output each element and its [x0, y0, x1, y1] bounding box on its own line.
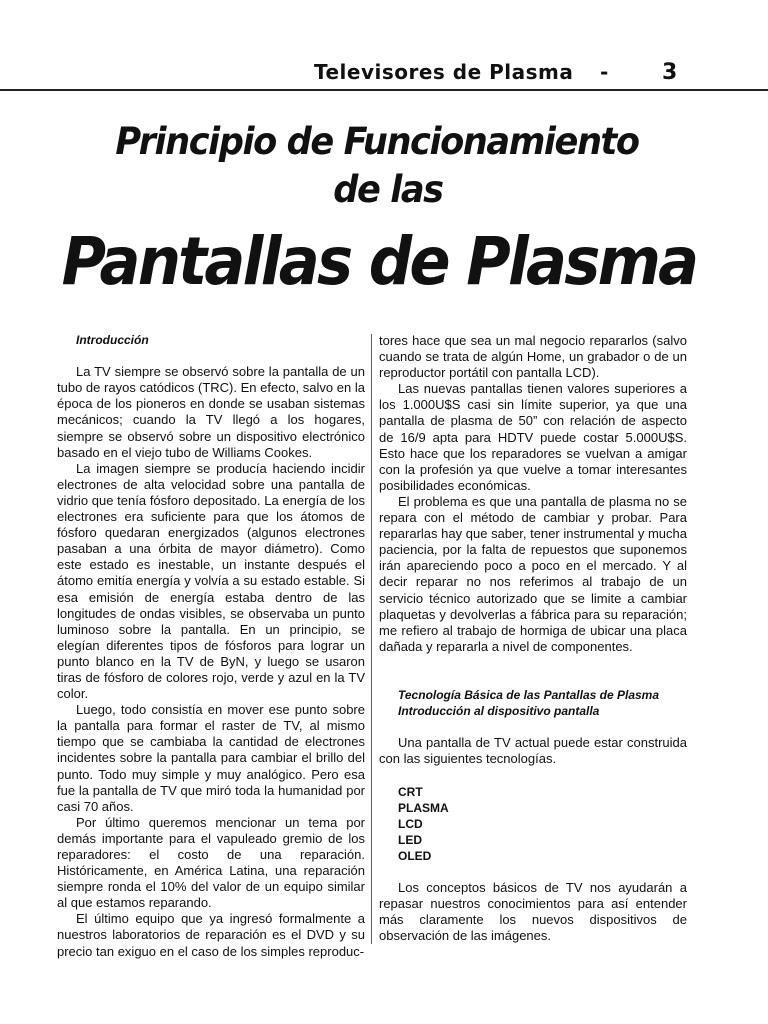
left-column [57, 332, 365, 960]
paragraph: Luego, todo consistía en mover ese punto sobre la pantalla para formar el raster de TV, al mismo tiempo que se cambiaba la cantidad de electrones incidentes sobre la pantalla para cambiar el brillo del punto. Todo muy simple y muy analógico. Pero esa fue la pantalla de TV que miró toda la humanidad por casi 70 años. [57, 702, 365, 814]
paragraph: Por último queremos mencionar un tema por demás importante para el vapuleado gremio de los reparadores: el costo de una reparación. Históricamente, en América Latina, una reparación siempre ronda el 10% del valor de un equipo similar al que estamos reparando. [57, 814, 365, 911]
list-item: LED [398, 832, 422, 847]
title-line-1: Principio de Funcionamiento [115, 120, 639, 163]
header-rule [0, 89, 768, 91]
header-separator: - [600, 60, 609, 84]
section-subheading-dispositivo: Introducción al dispositivo pantalla [398, 704, 600, 719]
paragraph: El último equipo que ya ingresó formalmente a nuestros laboratorios de reparación es el DVD y su precio tan exiguo en el caso de los simples reproduc- [57, 911, 365, 959]
paragraph: El problema es que una pantalla de plasma no se repara con el método de cambiar y probar. Para repararlas hay que saber, tener instrumental y mucha paciencia, por la falta de repuestos que suponemos irán apareciendo poco a poco en el mercado. Y al decir reparar no nos referimos al trabajo de un servicio técnico autorizado que se limite a cambiar plaquetas y devolverlas a fábrica para su reparación; me refiero al trabajo de hormiga de ubicar una placa dañada y repararla a nivel de componentes. [379, 493, 687, 654]
list-item: PLASMA [398, 800, 449, 815]
paragraph: tores hace que sea un mal negocio repararlos (salvo cuando se trata de algún Home, un grabador o de un reproductor portátil con pantalla LCD). [379, 333, 687, 381]
list-item: LCD [398, 816, 423, 831]
paragraph: Los conceptos básicos de TV nos ayudarán a repasar nuestros conocimientos para así entender más claramente los nuevos dispositivos de observación de las imágenes. [379, 879, 687, 943]
column-divider [371, 334, 372, 944]
list-item: CRT [398, 784, 423, 799]
list-item: OLED [398, 848, 432, 863]
section-heading-tecnologia: Tecnología Básica de las Pantallas de Plasma [398, 688, 660, 703]
page-header [0, 0, 768, 92]
right-column [379, 333, 687, 944]
technology-list [398, 784, 687, 864]
paragraph: Una pantalla de TV actual puede estar construida con las siguientes tecnologías. [379, 735, 687, 767]
article-title [0, 118, 768, 302]
section-heading-introduccion: Introducción [76, 333, 149, 347]
paragraph: La imagen siempre se producía haciendo incidir electrones de alta velocidad sobre una pantalla de vidrio que tenía fósforo depositado. La energía de los electrones era suficiente para que los átomos de fósforo quedaran energizados (algunos electrones pasaban a una órbita de mayor diámetro). Como este estado es inestable, un instante después el átomo emitía energía y volvía a su estado estable. Si esa emisión de energía estaba dentro de las longitudes de ondas visibles, se observaba un punto luminoso sobre la pantalla. En un principio, se elegían diferentes tipos de fósforos para lograr un punto blanco en la TV de ByN, y luego se usaron tiras de fósforo de colores rojo, verde y azul en la TV color. [57, 460, 365, 702]
running-header-title: Televisores de Plasma [314, 60, 574, 84]
paragraph: La TV siempre se observó sobre la pantalla de un tubo de rayos catódicos (TRC). En efecto, salvo en la época de los pioneros en donde se usaban sistemas mecánicos; cuando la TV llegó a los hogares, siempre se observó sobre un dispositivo electrónico basado en el viejo tubo de Williams Cookes. [57, 364, 365, 460]
paragraph: Las nuevas pantallas tienen valores superiores a los 1.000U$S casi sin límite superior, ya que una pantalla de plasma de 50” con relación de aspecto de 16/9 apta para HDTV puede costar 5.000U$S. Esto hace que los reparadores se vuelvan a amigar con la profesión ya que vuelve a tomar interesantes posibilidades económicas. [379, 381, 687, 493]
title-main: Pantallas de Plasma [61, 223, 697, 300]
page-number: 3 [662, 60, 678, 85]
title-line-2: de las [333, 168, 443, 211]
